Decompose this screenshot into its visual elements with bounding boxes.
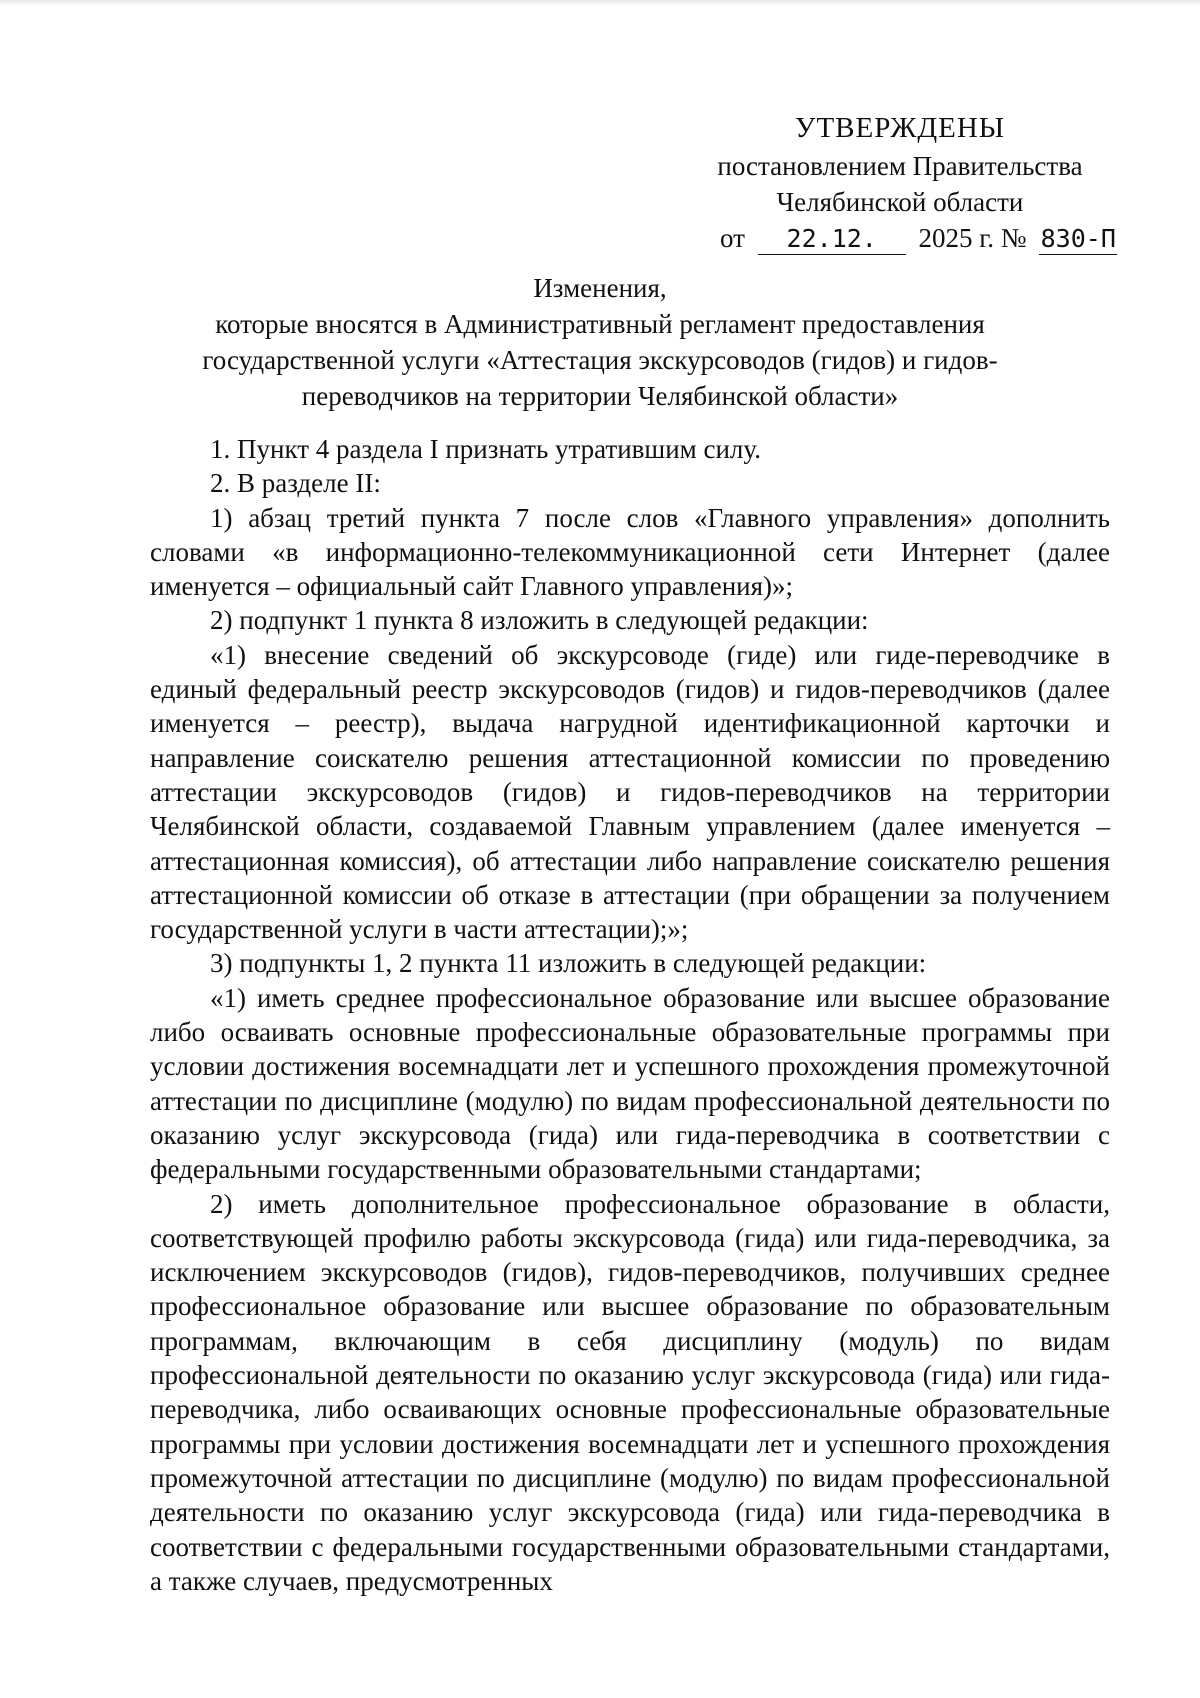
paragraph: «1) иметь среднее профессиональное образование или высшее образование либо осваивать основные профессиональные образовательные программы при условии достижения восемнадцати лет и успешного прохождения промежуточной аттестации по дисциплине (модулю) по видам профессиональной деятельности по оказанию услуг экскурсовода (гида) или гида-переводчика в соответствии с федеральными государственными образовательными стандартами;	[150, 982, 1110, 1185]
date-prefix: от	[720, 223, 745, 253]
document-body	[150, 432, 1110, 1598]
approval-title: УТВЕРЖДЕНЫ	[794, 112, 1006, 144]
document-heading	[150, 270, 1050, 414]
approval-line-1: постановлением Правительства	[717, 151, 1083, 181]
paragraph: 1. Пункт 4 раздела I признать утратившим силу.	[210, 434, 761, 464]
paragraph: 3) подпункты 1, 2 пункта 11 изложить в следующей редакции:	[210, 948, 927, 979]
document-number: 830-П	[1040, 224, 1116, 253]
paragraph: 2) подпункт 1 пункта 8 изложить в следующей редакции:	[210, 605, 869, 636]
approval-stamp-block	[690, 110, 1116, 256]
year-text: 2025 г. №	[918, 223, 1027, 253]
scan-edge	[0, 0, 1200, 6]
approval-line-2: Челябинской области	[776, 187, 1024, 217]
heading-title: Изменения,	[533, 273, 667, 303]
paragraph: 2. В разделе II:	[210, 468, 381, 499]
heading-subtitle: которые вносятся в Административный регламент предоставления государственной услуги «Аттестация экскурсоводов (гидов) и гидов-переводчиков на территории Челябинской области»	[202, 309, 998, 411]
paragraph: 2) иметь дополнительное профессиональное образование в области, соответствующей профилю работы экскурсовода (гида) или гида-переводчика, за исключением экскурсоводов (гидов), гидов-переводчиков, получивших среднее профессиональное образование или высшее образование по образовательным программам, включающим в себя дисциплину (модуль) по видам профессиональной деятельности по оказанию услуг экскурсовода (гида) или гида-переводчика, либо осваивающих основные профессиональные образовательные программы при условии достижения восемнадцати лет и успешного прохождения промежуточной аттестации по дисциплине (модулю) по видам профессиональной деятельности по оказанию услуг экскурсовода (гида) или гида-переводчика в соответствии с федеральными государственными образовательными стандартами, а также случаев, предусмотренных	[150, 1188, 1110, 1596]
paragraph: «1) внесение сведений об экскурсоводе (гиде) или гиде-переводчике в единый федеральный реестр экскурсоводов (гидов) и гидов-переводчиков (далее именуется – реестр), выдача нагрудной идентификационной карточки и направление соискателю решения аттестационной комиссии по проведению аттестации экскурсоводов (гидов) и гидов-переводчиков на территории Челябинской области, создаваемой Главным управлением (далее именуется – аттестационная комиссия), об аттестации либо направление соискателю решения аттестационной комиссии об отказе в аттестации (при обращении за получением государственной услуги в части аттестации);»;	[150, 639, 1110, 945]
paragraph: 1) абзац третий пункта 7 после слов «Главного управления» дополнить словами «в информационно-телекоммуникационной сети Интернет (далее именуется – официальный сайт Главного управления)»;	[150, 502, 1110, 602]
date-value: 22.12.	[758, 224, 906, 255]
approval-date-line	[690, 220, 1116, 256]
